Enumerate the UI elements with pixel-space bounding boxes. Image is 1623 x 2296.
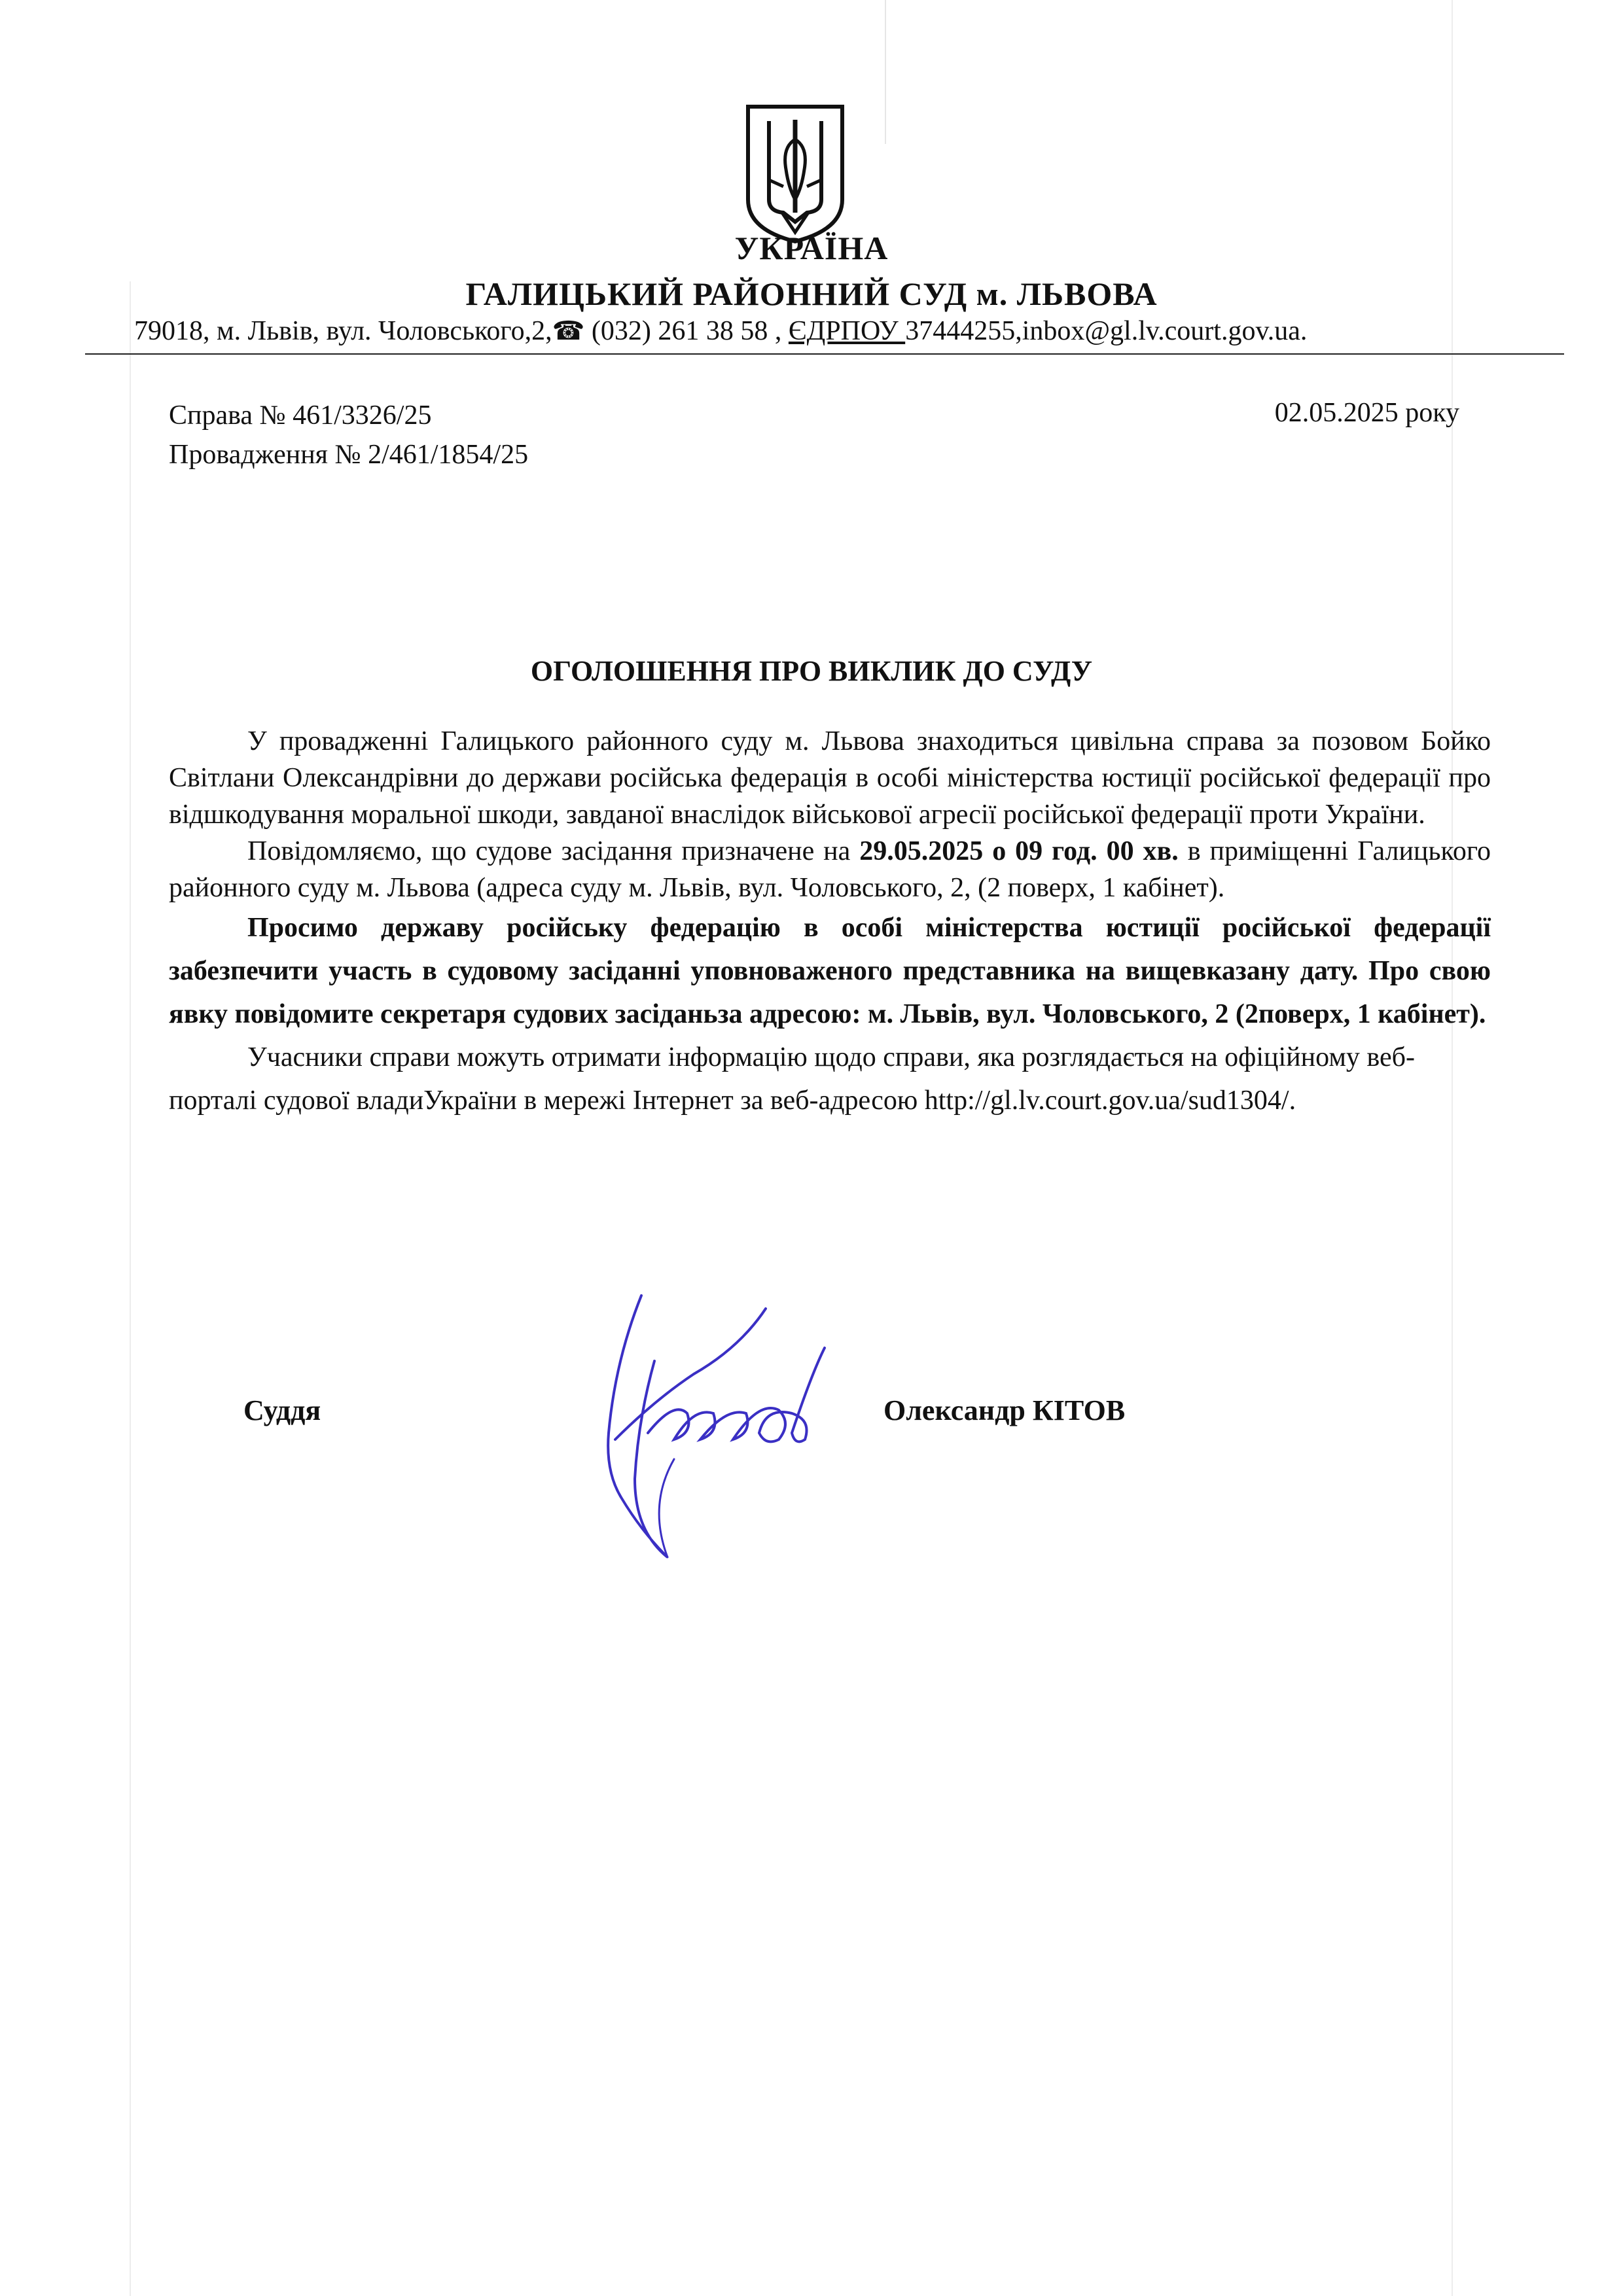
judge-role: Суддя [243,1394,321,1426]
notice-paragraph-4: Учасники справи можуть отримати інформацію щодо справи, яка розглядається на офіційному веб-порталі судової владиУкраїни в мережі Інтернет за веб-адресою http://gl.lv.court.gov.ua/sud1304/. [169,1042,1415,1116]
proceeding-number: Провадження № 2/461/1854/25 [169,440,529,470]
notice-paragraph-3: Просимо державу російську федерацію в особі міністерства юстиції російської федерації забезпечити участь в судовому засіданні уповноваженого представника на вищевказану дату. Про свою явку повідомите секретаря судових засіданьза адресою: м. Львів, вул. Чоловського, 2 (2поверх, 1 кабінет). [169,913,1491,1029]
court-name-heading: ГАЛИЦЬКИЙ РАЙОННИЙ СУД м. ЛЬВОВА [465,275,1158,312]
paragraph-2-end: в приміщенні Галицького районного суду м. Львова (адреса суду м. Львів, вул. Чоловського, 2, (2 поверх, 1 кабінет). [169,836,1491,903]
country-heading: УКРАЇНА [734,230,889,266]
notice-paragraph-2 [169,833,1491,906]
scan-artifact-line [130,281,131,2296]
document-date: 02.05.2025 року [1274,398,1459,428]
telephone-icon: ☎ [552,316,585,345]
case-reference-block [169,396,528,474]
judge-name: Олександр КІТОВ [883,1394,1126,1426]
case-number: Справа № 461/3326/25 [169,400,432,431]
address-text: 79018, м. Львів, вул. Чоловського,2, [134,316,552,346]
paragraph-2-start: Повідомляємо, що судове засідання призначене на [247,836,860,866]
scan-artifact-line [885,0,886,144]
handwritten-signature-icon [596,1282,923,1570]
phone-number: (032) 261 38 58 , [584,316,789,346]
notice-paragraph-1: У провадженні Галицького районного суду м. Львова знаходиться цивільна справа за позовом Бойко Світлани Олександрівни до держави російська федерація в особі міністерства юстиції російської федерації про відшкодування моральної шкоди, завданої внаслідок військової агресії російської федерації проти України. [169,726,1491,830]
edrpou-and-email: 37444255,inbox@gl.lv.court.gov.ua. [905,316,1308,346]
letterhead-divider [85,353,1564,355]
court-address-line [134,315,1548,347]
coat-of-arms-icon [743,101,847,244]
edrpou-label: ЄДРПОУ [788,316,906,346]
notice-body [169,723,1491,1122]
hearing-datetime: 29.05.2025 о 09 год. 00 хв. [859,836,1179,866]
notice-title: ОГОЛОШЕННЯ ПРО ВИКЛИК ДО СУДУ [530,655,1093,687]
